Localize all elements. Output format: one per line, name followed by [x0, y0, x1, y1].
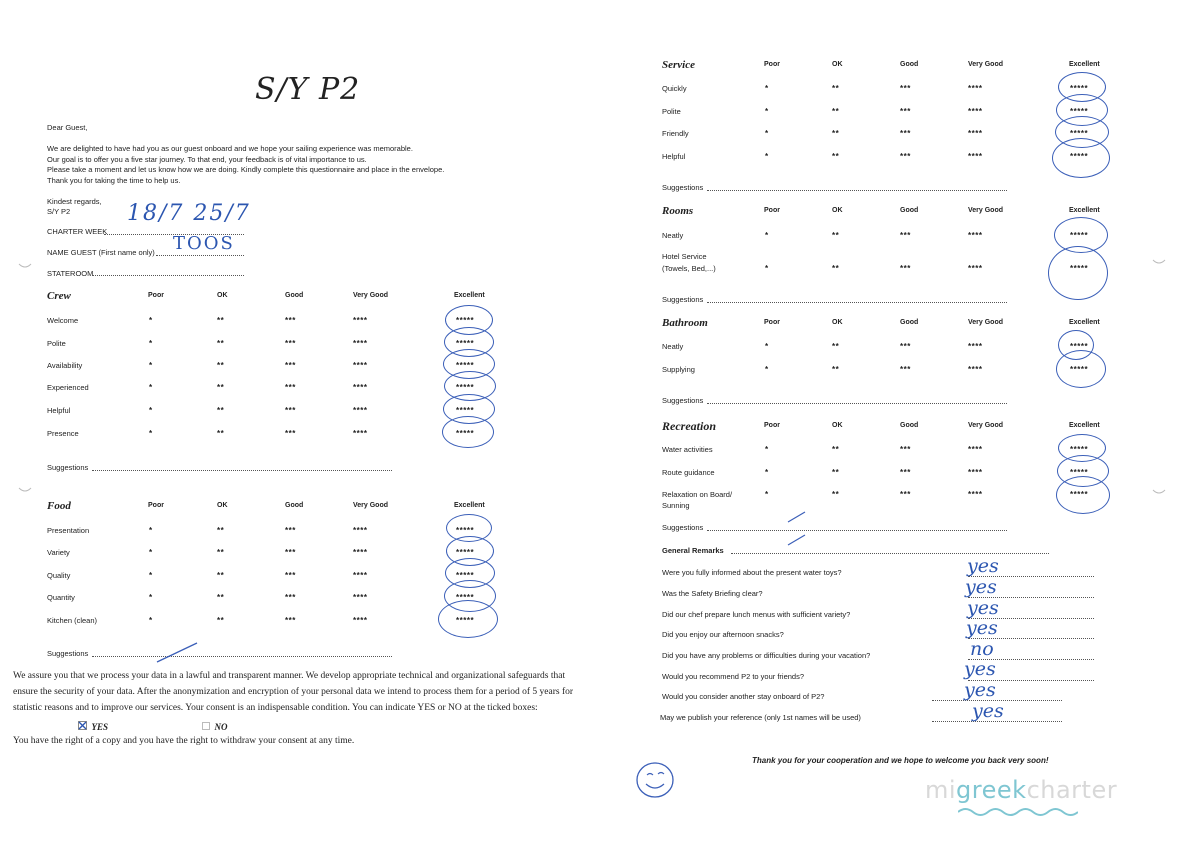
charter-week-label: CHARTER WEEK	[47, 227, 108, 236]
recreation-item-label: Water activities	[662, 445, 713, 454]
service-header-excellent: Excellent	[1069, 61, 1100, 68]
bathroom-suggestions-line[interactable]	[707, 403, 1007, 404]
no-checkbox[interactable]	[202, 722, 210, 730]
rating-good[interactable]: ***	[285, 316, 296, 325]
rating-excellent[interactable]: *****	[456, 383, 475, 392]
rating-ok[interactable]: **	[217, 361, 225, 370]
rating-poor[interactable]: *	[149, 361, 153, 370]
rating-excellent[interactable]: *****	[456, 616, 475, 625]
gdpr-line-4: You have the right of a copy and you have the right to withdraw your consent at any time.	[13, 736, 355, 746]
bathroom-header-ok: OK	[832, 319, 843, 326]
crew-header-good: Good	[285, 292, 304, 299]
rating-ok[interactable]: **	[217, 593, 225, 602]
rating-excellent[interactable]: *****	[1070, 445, 1089, 454]
remark-question: Were you fully informed about the present water toys?	[662, 568, 842, 577]
rating-poor[interactable]: *	[149, 406, 153, 415]
general-remarks-label: General Remarks	[662, 546, 724, 555]
rating-good[interactable]: ***	[285, 548, 296, 557]
rating-poor[interactable]: *	[765, 84, 769, 93]
pen-slash-mark	[155, 640, 200, 665]
service-header-poor: Poor	[764, 61, 780, 68]
rating-very-good[interactable]: ****	[353, 593, 368, 602]
remark-answer[interactable]: yes	[965, 576, 997, 598]
rating-very-good[interactable]: ****	[968, 231, 983, 240]
food-suggestions-label: Suggestions	[47, 649, 89, 658]
bathroom-header-poor: Poor	[764, 319, 780, 326]
rating-good[interactable]: ***	[900, 365, 911, 374]
rating-very-good[interactable]: ****	[968, 264, 983, 273]
rating-excellent[interactable]: *****	[1070, 152, 1089, 161]
rating-excellent[interactable]: *****	[456, 316, 475, 325]
rating-poor[interactable]: *	[149, 339, 153, 348]
rooms-header-ok: OK	[832, 207, 843, 214]
scan-artifact	[18, 262, 32, 270]
food-header-very-good: Very Good	[353, 502, 389, 509]
remark-question: Was the Safety Briefing clear?	[662, 589, 763, 598]
rating-poor[interactable]: *	[765, 365, 769, 374]
rating-excellent[interactable]: *****	[456, 593, 475, 602]
recreation-suggestions-line[interactable]	[707, 530, 1007, 531]
rating-very-good[interactable]: ****	[353, 429, 368, 438]
bathroom-suggestions-label: Suggestions	[662, 396, 704, 405]
crew-header-ok: OK	[217, 292, 228, 299]
rating-ok[interactable]: **	[217, 616, 225, 625]
recreation-item-label: Relaxation on Board/	[662, 490, 733, 499]
crew-suggestions-line[interactable]	[92, 470, 392, 471]
rating-very-good[interactable]: ****	[968, 129, 983, 138]
rooms-header-good: Good	[900, 207, 919, 214]
rating-ok[interactable]: **	[832, 107, 840, 116]
rating-ok[interactable]: **	[832, 490, 840, 499]
food-header-poor: Poor	[148, 502, 164, 509]
rating-ok[interactable]: **	[217, 339, 225, 348]
thank-you-note: Thank you for your cooperation and we hope to welcome you back very soon!	[752, 756, 1049, 765]
pen-slash-mark	[785, 510, 810, 548]
rooms-title: Rooms	[662, 205, 694, 217]
rating-excellent[interactable]: *****	[1070, 231, 1089, 240]
service-suggestions-label: Suggestions	[662, 183, 704, 192]
rating-poor[interactable]: *	[149, 429, 153, 438]
recreation-item-sublabel: Sunning	[662, 501, 690, 510]
rating-very-good[interactable]: ****	[968, 107, 983, 116]
rating-good[interactable]: ***	[900, 264, 911, 273]
rating-poor[interactable]: *	[765, 468, 769, 477]
guest-name-value[interactable]: TOOS	[173, 233, 235, 254]
rating-poor[interactable]: *	[765, 445, 769, 454]
rating-good[interactable]: ***	[900, 84, 911, 93]
food-header-ok: OK	[217, 502, 228, 509]
watermark-part-2: greek	[956, 776, 1027, 804]
service-header-ok: OK	[832, 61, 843, 68]
letter-paragraph-3: Please take a moment and let us know how we are doing. Kindly complete this questionnaire and place in the envelope.	[47, 165, 445, 174]
rating-good[interactable]: ***	[285, 406, 296, 415]
rating-very-good[interactable]: ****	[353, 406, 368, 415]
general-remarks-line[interactable]	[731, 553, 1049, 554]
rating-very-good[interactable]: ****	[968, 445, 983, 454]
service-item-label: Friendly	[662, 129, 689, 138]
rating-ok[interactable]: **	[832, 264, 840, 273]
rating-good[interactable]: ***	[900, 490, 911, 499]
crew-item-label: Experienced	[47, 383, 89, 392]
rating-poor[interactable]: *	[765, 490, 769, 499]
rating-ok[interactable]: **	[217, 526, 225, 535]
crew-title: Crew	[47, 290, 71, 302]
crew-header-excellent: Excellent	[454, 292, 485, 299]
scan-artifact	[18, 486, 32, 494]
food-header-good: Good	[285, 502, 304, 509]
rating-excellent[interactable]: *****	[456, 339, 475, 348]
crew-item-label: Presence	[47, 429, 79, 438]
crew-item-label: Polite	[47, 339, 66, 348]
rating-poor[interactable]: *	[765, 231, 769, 240]
rating-poor[interactable]: *	[765, 129, 769, 138]
rating-good[interactable]: ***	[285, 616, 296, 625]
crew-header-poor: Poor	[148, 292, 164, 299]
service-item-label: Polite	[662, 107, 681, 116]
rooms-item-label: Hotel Service	[662, 252, 707, 261]
service-title: Service	[662, 59, 695, 71]
gdpr-line-1: We assure you that we process your data in a lawful and transparent manner. We develop appropriate technical and organizational safeguards that	[13, 671, 566, 681]
remark-answer[interactable]: yes	[964, 679, 996, 701]
rating-excellent[interactable]: *****	[1070, 490, 1089, 499]
rating-good[interactable]: ***	[900, 129, 911, 138]
gdpr-line-3: statistic reasons and to improve our services. Your consent is an indispensable condition. You can indicate YES or NO at the ticked boxes:	[13, 703, 538, 713]
crew-item-label: Availability	[47, 361, 83, 370]
stateroom-label: STATEROOM	[47, 269, 94, 278]
watermark-logo	[925, 776, 1117, 804]
recreation-title: Recreation	[662, 419, 716, 433]
crew-header-very-good: Very Good	[353, 292, 389, 299]
yes-checkbox[interactable]	[78, 721, 87, 730]
letter-greeting: Dear Guest,	[47, 123, 88, 132]
remark-question: Did our chef prepare lunch menus with sufficient variety?	[662, 610, 851, 619]
recreation-header-excellent: Excellent	[1069, 422, 1100, 429]
rating-ok[interactable]: **	[832, 445, 840, 454]
rating-good[interactable]: ***	[900, 231, 911, 240]
yes-label: YES	[91, 722, 108, 732]
service-header-good: Good	[900, 61, 919, 68]
rating-good[interactable]: ***	[900, 107, 911, 116]
rating-very-good[interactable]: ****	[353, 616, 368, 625]
rooms-header-poor: Poor	[764, 207, 780, 214]
rating-excellent[interactable]: *****	[1070, 84, 1089, 93]
rooms-header-very-good: Very Good	[968, 207, 1004, 214]
selection-circle	[1048, 246, 1108, 300]
gdpr-line-2: ensure the security of your data. After the anonymization and encryption of your personal data we intend to process them for a period of 5 years for	[13, 687, 574, 697]
remark-answer[interactable]: yes	[967, 555, 999, 577]
rating-very-good[interactable]: ****	[353, 339, 368, 348]
rating-very-good[interactable]: ****	[968, 84, 983, 93]
guest-name-line	[156, 255, 244, 256]
rating-ok[interactable]: **	[217, 548, 225, 557]
rating-ok[interactable]: **	[217, 406, 225, 415]
rating-excellent[interactable]: *****	[1070, 342, 1089, 351]
rating-very-good[interactable]: ****	[353, 316, 368, 325]
rating-good[interactable]: ***	[900, 468, 911, 477]
rating-poor[interactable]: *	[149, 383, 153, 392]
document-title: S/Y P2	[255, 72, 361, 107]
remark-question: Did you have any problems or difficulties during your vacation?	[662, 651, 871, 660]
food-header-excellent: Excellent	[454, 502, 485, 509]
remark-answer[interactable]: yes	[966, 617, 998, 639]
letter-paragraph-2: Our goal is to offer you a five star journey. To that end, your feedback is of vital importance to us.	[47, 155, 367, 164]
rating-ok[interactable]: **	[832, 342, 840, 351]
rating-ok[interactable]: **	[832, 365, 840, 374]
recreation-suggestions-label: Suggestions	[662, 523, 704, 532]
recreation-header-good: Good	[900, 422, 919, 429]
rating-ok[interactable]: **	[832, 84, 840, 93]
food-title: Food	[47, 500, 71, 512]
remark-question: Did you enjoy our afternoon snacks?	[662, 630, 784, 639]
rating-very-good[interactable]: ****	[968, 468, 983, 477]
rating-ok[interactable]: **	[832, 231, 840, 240]
rating-very-good[interactable]: ****	[353, 526, 368, 535]
rating-excellent[interactable]: *****	[456, 548, 475, 557]
rating-very-good[interactable]: ****	[353, 571, 368, 580]
bathroom-item-label: Supplying	[662, 365, 695, 374]
remark-answer[interactable]: yes	[964, 658, 996, 680]
rating-good[interactable]: ***	[285, 571, 296, 580]
charter-week-value[interactable]: 18/7 25/7	[127, 201, 251, 226]
rating-poor[interactable]: *	[765, 107, 769, 116]
rating-poor[interactable]: *	[149, 593, 153, 602]
bathroom-header-good: Good	[900, 319, 919, 326]
rating-excellent[interactable]: *****	[1070, 264, 1089, 273]
scan-artifact	[1152, 488, 1166, 496]
rating-poor[interactable]: *	[149, 616, 153, 625]
recreation-header-poor: Poor	[764, 422, 780, 429]
rating-very-good[interactable]: ****	[353, 383, 368, 392]
letter-paragraph-1: We are delighted to have had you as our guest onboard and we hope your sailing experience was memorable.	[47, 144, 413, 153]
watermark-wave-icon	[958, 806, 1078, 818]
rating-good[interactable]: ***	[900, 152, 911, 161]
rating-excellent[interactable]: *****	[1070, 365, 1089, 374]
crew-suggestions-label: Suggestions	[47, 463, 89, 472]
rooms-suggestions-label: Suggestions	[662, 295, 704, 304]
check-x-icon	[78, 721, 87, 730]
service-suggestions-line[interactable]	[707, 190, 1007, 191]
rooms-suggestions-line[interactable]	[707, 302, 1007, 303]
no-label: NO	[214, 722, 228, 732]
rating-good[interactable]: ***	[900, 342, 911, 351]
watermark-part-1: mi	[925, 776, 957, 804]
rating-very-good[interactable]: ****	[968, 342, 983, 351]
rating-excellent[interactable]: *****	[456, 429, 475, 438]
letter-closing: Kindest regards,	[47, 197, 102, 206]
rating-good[interactable]: ***	[285, 339, 296, 348]
food-suggestions-line[interactable]	[92, 656, 392, 657]
letter-signature: S/Y P2	[47, 207, 71, 216]
service-header-very-good: Very Good	[968, 61, 1004, 68]
rating-poor[interactable]: *	[149, 571, 153, 580]
watermark-part-3: charter	[1026, 776, 1118, 804]
rating-ok[interactable]: **	[217, 571, 225, 580]
remark-answer[interactable]: yes	[972, 700, 1004, 722]
remark-answer[interactable]: no	[970, 638, 994, 660]
guest-name-label: NAME GUEST (First name only)	[47, 248, 155, 257]
rating-ok[interactable]: **	[832, 129, 840, 138]
food-item-label: Kitchen (clean)	[47, 616, 98, 625]
service-item-label: Quickly	[662, 84, 687, 93]
rating-very-good[interactable]: ****	[353, 361, 368, 370]
rating-good[interactable]: ***	[285, 429, 296, 438]
rating-very-good[interactable]: ****	[968, 152, 983, 161]
recreation-header-very-good: Very Good	[968, 422, 1004, 429]
rating-good[interactable]: ***	[285, 361, 296, 370]
rating-ok[interactable]: **	[832, 152, 840, 161]
remark-question: May we publish your reference (only 1st names will be used)	[660, 713, 861, 722]
bathroom-header-excellent: Excellent	[1069, 319, 1100, 326]
rooms-item-sublabel: (Towels, Bed,...)	[662, 264, 716, 273]
rating-very-good[interactable]: ****	[968, 490, 983, 499]
food-item-label: Variety	[47, 548, 70, 557]
rating-poor[interactable]: *	[765, 152, 769, 161]
rating-very-good[interactable]: ****	[968, 365, 983, 374]
rating-poor[interactable]: *	[149, 548, 153, 557]
food-item-label: Quality	[47, 571, 71, 580]
rating-excellent[interactable]: *****	[456, 361, 475, 370]
food-item-label: Presentation	[47, 526, 90, 535]
recreation-header-ok: OK	[832, 422, 843, 429]
remark-answer[interactable]: yes	[967, 597, 999, 619]
bathroom-header-very-good: Very Good	[968, 319, 1004, 326]
rating-ok[interactable]: **	[217, 383, 225, 392]
bathroom-item-label: Neatly	[662, 342, 684, 351]
crew-item-label: Helpful	[47, 406, 71, 415]
crew-item-label: Welcome	[47, 316, 79, 325]
food-item-label: Quantity	[47, 593, 75, 602]
rating-excellent[interactable]: *****	[456, 571, 475, 580]
rating-poor[interactable]: *	[149, 316, 153, 325]
rating-very-good[interactable]: ****	[353, 548, 368, 557]
rating-good[interactable]: ***	[285, 526, 296, 535]
rating-good[interactable]: ***	[285, 383, 296, 392]
rating-excellent[interactable]: *****	[1070, 129, 1089, 138]
rooms-header-excellent: Excellent	[1069, 207, 1100, 214]
recreation-item-label: Route guidance	[662, 468, 715, 477]
smiley-drawing-icon	[633, 759, 681, 803]
rating-good[interactable]: ***	[900, 445, 911, 454]
service-item-label: Helpful	[662, 152, 686, 161]
stateroom-line	[92, 275, 244, 276]
rating-good[interactable]: ***	[285, 593, 296, 602]
rating-poor[interactable]: *	[765, 342, 769, 351]
rating-excellent[interactable]: *****	[456, 526, 475, 535]
scan-artifact	[1152, 258, 1166, 266]
rooms-item-label: Neatly	[662, 231, 684, 240]
rating-excellent[interactable]: *****	[1070, 468, 1089, 477]
rating-poor[interactable]: *	[149, 526, 153, 535]
remark-question: Would you recommend P2 to your friends?	[662, 672, 805, 681]
rating-ok[interactable]: **	[832, 468, 840, 477]
bathroom-title: Bathroom	[662, 317, 708, 329]
rating-excellent[interactable]: *****	[1070, 107, 1089, 116]
rating-ok[interactable]: **	[217, 429, 225, 438]
rating-excellent[interactable]: *****	[456, 406, 475, 415]
remark-question: Would you consider another stay onboard of P2?	[662, 692, 825, 701]
rating-poor[interactable]: *	[765, 264, 769, 273]
letter-paragraph-4: Thank you for taking the time to help us.	[47, 176, 181, 185]
rating-ok[interactable]: **	[217, 316, 225, 325]
